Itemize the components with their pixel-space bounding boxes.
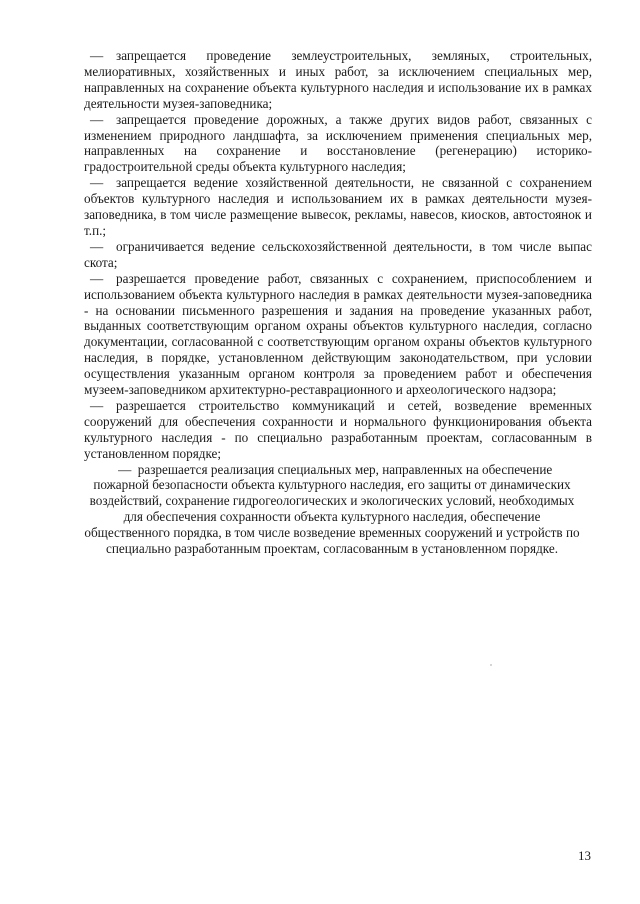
paragraph-text: разрешается проведение работ, связанных с сохранением, приспособлением и использованием объекта культурного наследия в рамках деятельности музея-заповедника - на основании письменного разрешения и задания на проведение указанных работ, выданных соответствующим органом охраны объектов культурного наследия, согласно документации, согласованной с соответствующим органом охраны объектов культурного наследия, в порядке, установленном действующим законодательством, при условии осуществления указанным органом контроля за проведением работ и обеспечения музеем-заповедником архитектурно-реставрационного и археологического надзора; [84,270,592,398]
paragraph [84,112,592,176]
paragraph [84,398,592,462]
dash-marker: — [90,111,104,127]
dash-marker: — [90,175,104,191]
paragraph [84,175,592,239]
dash-marker: — [90,238,104,254]
paragraph-text: разрешается строительство коммуникаций и сетей, возведение временных сооружений для обеспечения сохранности и нормального функционирования объекта культурного наследия - по специально разработанным проектам, согласованным в установленном порядке; [84,397,592,461]
dash-marker: — [118,461,132,477]
dash-marker: — [90,397,104,413]
paragraph [84,239,592,271]
body-text [84,48,592,557]
dash-marker: — [90,48,104,63]
paragraph-text: запрещается проведение дорожных, а также других видов работ, связанных с изменением природного ландшафта, за исключением применения специальных мер, направленных на сохранение и восстановление (регенерацию) историко-градостроительной среды объекта культурного наследия; [84,111,592,175]
final-paragraph [84,462,580,557]
scan-speck [490,664,492,666]
paragraph [84,271,592,398]
paragraph-text: ограничивается ведение сельскохозяйственной деятельности, в том числе выпас скота; [84,238,592,270]
paragraph-text: разрешается реализация специальных мер, направленных на обеспечение пожарной безопасности объекта культурного наследия, его защиты от динамических воздействий, сохранение гидрогеологических и экологических условий, необходимых для обеспечения сохранности объекта культурного наследия, обеспечение общественного порядка, в том числе возведение временных сооружений и устройств по специально разработанным проектам, согласованным в установленном порядке. [84,461,580,557]
paragraph [84,48,592,112]
paragraph-text: запрещается проведение землеустроительных, земляных, строительных, мелиоративных, хозяйственных и иных работ, за исключением специальных мер, направленных на сохранение объекта культурного наследия и использование их в рамках деятельности музея-заповедника; [84,48,592,111]
dash-marker: — [90,270,104,286]
page-number: 13 [578,848,591,863]
paragraph-text: запрещается ведение хозяйственной деятельности, не связанной с сохранением объектов культурного наследия и использованием их в рамках деятельности музея-заповедника, в том числе размещение вывесок, рекламы, навесов, киосков, автостоянок и т.п.; [84,175,592,238]
